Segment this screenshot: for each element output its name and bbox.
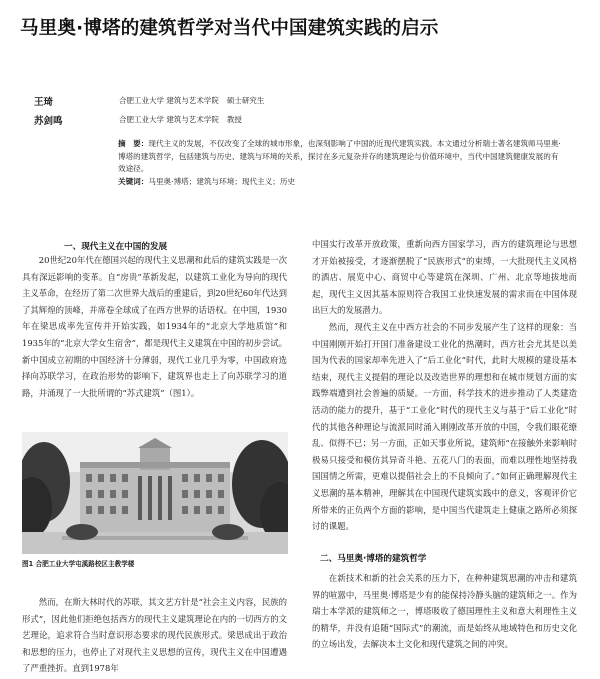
right-column [312, 236, 577, 535]
article-title: 马里奥·博塔的建筑哲学对当代中国建筑实践的启示 [20, 18, 439, 39]
left-column-bottom [22, 594, 287, 677]
building-photo-icon [22, 432, 288, 554]
paragraph: 中国实行改革开放政策，重新向西方国家学习，西方的建筑理论与思想才开始被接受，才逐渐摆脱了“民族形式”的束缚，一大批现代主义风格的酒店、展览中心、商贸中心等建筑在深圳、广州、北京等地拔地而起，现代主义因其基本原则符合我国工业快速发展的需求而在中国体现出巨大的发展潜力。 [312, 239, 577, 316]
author-role: 教授 [226, 115, 242, 124]
affiliation-text: 合肥工业大学 建筑与艺术学院 [119, 115, 219, 124]
right-column-lower [312, 570, 577, 653]
abstract-body [118, 138, 566, 176]
abstract-label: 摘 要： [118, 139, 149, 148]
author-role: 硕士研究生 [226, 96, 265, 105]
paragraph: 然而，现代主义在中西方社会的不同步发展产生了这样的现象：当中国刚刚开始打开国门准备建设工业化的热潮时，西方社会尤其是以美国为代表的国家却率先进入了“后工业化”时代，此时大规模的建设基本结束，现代主义提倡的理论以及改造世界的理想和在城市规划方面的实践弊端遭到社会普遍的质疑。一方面，科学技术的进步推动了人类建造活动的能力的提升，基于“工业化”时代的现代主义与基于“后工业化”时代的其他各种理论与流派同时涌入刚刚改革开放的中国，令我们眼花缭乱、似得不已；另一方面，正如天事业所说，建筑师“在接触外来影响时极易只接受和模仿其异奇斗艳、五花八门的表面，而难以理性地坚持我国国情之所需，更难以提倡社会上的不良倾向了。”如何正确理解现代主义思潮的基本精神，理解其在中国现代建筑实践中的意义，客观评价它所带来的正负两个方面的影响，是中国当代建筑走上健康之路所必须探讨的课题。 [312, 321, 577, 532]
abstract [118, 138, 566, 188]
author-affiliation [119, 95, 264, 106]
section-heading-2: 二、马里奥·博塔的建筑哲学 [320, 554, 427, 564]
author-affiliation [119, 114, 242, 125]
keywords-text: 马里奥·博塔；建筑与环境；现代主义；历史 [148, 176, 296, 186]
paragraph: 20世纪20年代在德国兴起的现代主义思潮和此后的建筑实践是一次具有深远影响的变革。自“房贵”革新发起，以建筑工业化为导向的现代主义革命，在经历了第二次世界大战后的重建后，到20世纪60年代达到了其辉煌的顶峰，并席卷全球成了在西方世界的话语权。在中国，1930年在梁思成率先宣传并开始实践，如1934年的“北京大学地质馆”和1935年的“北京大学女生宿舍”，都是现代主义建筑在中国的初步尝试。新中国成立初期的中国经济十分薄弱，现代工业几乎为零，中国政府选择向苏联学习，在政治形势的影响下，建筑界也走上了向苏联学习的道路，并涌现了一大批所谓的“苏式建筑”（图1）。 [22, 255, 287, 398]
left-column-top [22, 252, 287, 401]
author-name: 王琦 [34, 97, 54, 108]
section-heading-1: 一、现代主义在中国的发展 [64, 242, 168, 252]
affiliation-text: 合肥工业大学 建筑与艺术学院 [119, 96, 219, 105]
figure-caption: 图1 合肥工业大学屯溪路校区主教学楼 [22, 560, 135, 568]
keywords-label: 关键词： [118, 176, 149, 186]
figure-1 [22, 432, 288, 554]
keywords [118, 176, 566, 189]
paragraph: 然而，在斯大林时代的苏联，其文艺方针是“社会主义内容，民族的形式”，因此他们拒绝包括西方的现代主义建筑理论在内的一切西方的文艺理论，追求符合当时意识形态要求的现代民族形式。梁思成出于政治和思想的压力，也停止了对现代主义思想的宣传，现代主义在中国遭遇了严重挫折。直到1978年 [22, 597, 287, 674]
abstract-text: 现代主义的发展，不仅改变了全球的城市形象，也深刻影响了中国的近现代建筑实践。本文通过分析瑞士著名建筑师马里奥·博塔的建筑哲学，包括建筑与历史、建筑与环境的关系，探讨在多元复杂并存的建筑理论与价值环境中，当代中国建筑健康发展的有效途径。 [118, 139, 561, 174]
author-name: 苏剑鸣 [34, 116, 63, 127]
paragraph: 在新技术和新的社会关系的压力下，在种种建筑思潮的冲击和建筑界的喧嚣中，马里奥·博塔是少有的能保持冷静头脑的建筑师之一。作为瑞士本学派的建筑师之一，博塔吸收了德国理性主义和意大利理性主义的精华，并没有追随“国际式”的潮流，而是始终从地域特色和历史文化的立场出发，去解决本土文化和现代建筑之间的冲突。 [312, 573, 577, 650]
